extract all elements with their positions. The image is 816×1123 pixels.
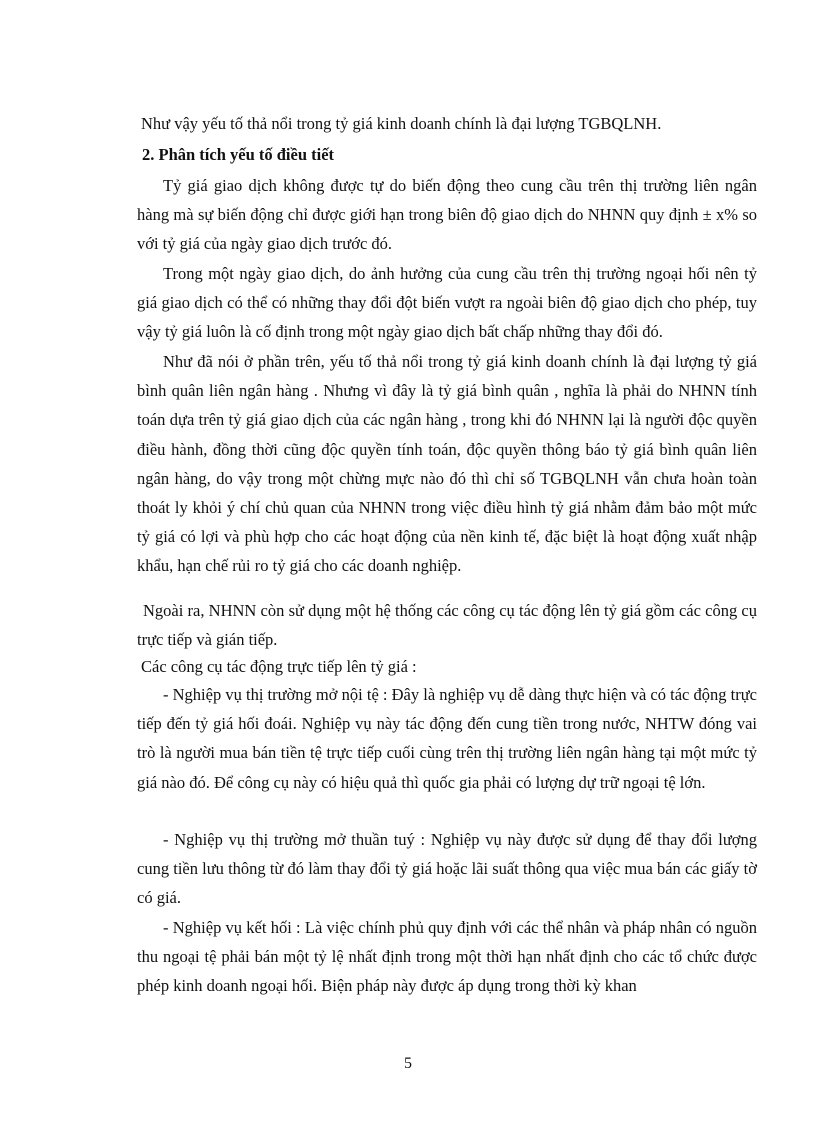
paragraph-7: - Nghiệp vụ thị trường mở nội tệ : Đây là nghiệp vụ dễ dàng thực hiện và có tác động trực tiếp đến tỷ giá hối đoái. Nghiệp vụ này tác động đến cung tiền trong nước, NHTW đóng vai trò là người mua bán tiền tệ trực tiếp cuối cùng trên thị trường liên ngân hàng tại một mức tỷ giá nào đó. Để công cụ này có hiệu quả thì quốc gia phải có lượng dự trữ ngoại tệ lớn. — [137, 685, 757, 792]
paragraph-1: Như vậy yếu tố thả nổi trong tỷ giá kinh doanh chính là đại lượng TGBQLNH. — [141, 114, 662, 133]
paragraph-3: Trong một ngày giao dịch, do ảnh hưởng của cung cầu trên thị trường ngoại hối nên tỷ giá giao dịch có thể có những thay đổi đột biến vượt ra ngoài biên độ giao dịch cho phép, tuy vậy tỷ giá luôn là cố định trong một ngày giao dịch bất chấp những thay đổi đó. — [137, 264, 757, 342]
paragraph-9: - Nghiệp vụ kết hối : Là việc chính phủ quy định với các thể nhân và pháp nhân có nguồn thu ngoại tệ phải bán một tỷ lệ nhất định trong một thời hạn nhất định cho các tổ chức được phép kinh doanh ngoại hối. Biện pháp này được áp dụng trong thời kỳ khan — [137, 918, 757, 996]
paragraph-8: - Nghiệp vụ thị trường mở thuần tuý : Nghiệp vụ này được sử dụng để thay đổi lượng cung tiền lưu thông từ đó làm thay đổi tỷ giá hoặc lãi suất thông qua việc mua bán các giấy tờ có giá. — [137, 830, 757, 908]
page-number: 5 — [404, 1055, 412, 1072]
paragraph-2: Tỷ giá giao dịch không được tự do biến động theo cung cầu trên thị trường liên ngân hàng mà sự biến động chỉ được giới hạn trong biên độ giao dịch do NHNN quy định ± x% so với tỷ giá của ngày giao dịch trước đó. — [137, 176, 757, 254]
paragraph-5: Ngoài ra, NHNN còn sử dụng một hệ thống các công cụ tác động lên tỷ giá gồm các công cụ trực tiếp và gián tiếp. — [137, 601, 757, 650]
paragraph-6: Các công cụ tác động trực tiếp lên tỷ giá : — [141, 657, 417, 676]
section-heading: 2. Phân tích yếu tố điều tiết — [142, 145, 335, 164]
paragraph-4: Như đã nói ở phần trên, yếu tố thả nổi trong tỷ giá kinh doanh chính là đại lượng tỷ giá bình quân liên ngân hàng . Nhưng vì đây là tỷ giá bình quân , nghĩa là phải do NHNN tính toán dựa trên tỷ giá giao dịch của các ngân hàng , trong khi đó NHNN lại là người độc quyền điều hành, đồng thời cũng độc quyền tính toán, độc quyền thông báo tỷ giá bình quân liên ngân hàng, do vậy trong một chừng mực nào đó thì chỉ số TGBQLNH vẫn chưa hoàn toàn thoát ly khỏi ý chí chủ quan của NHNN trong việc điều hình tỷ giá nhằm đảm bảo một mức tỷ giá có lợi và phù hợp cho các hoạt động của nền kinh tế, đặc biệt là hoạt động xuất nhập khẩu, hạn chế rủi ro tỷ giá cho các doanh nghiệp. — [137, 352, 757, 576]
